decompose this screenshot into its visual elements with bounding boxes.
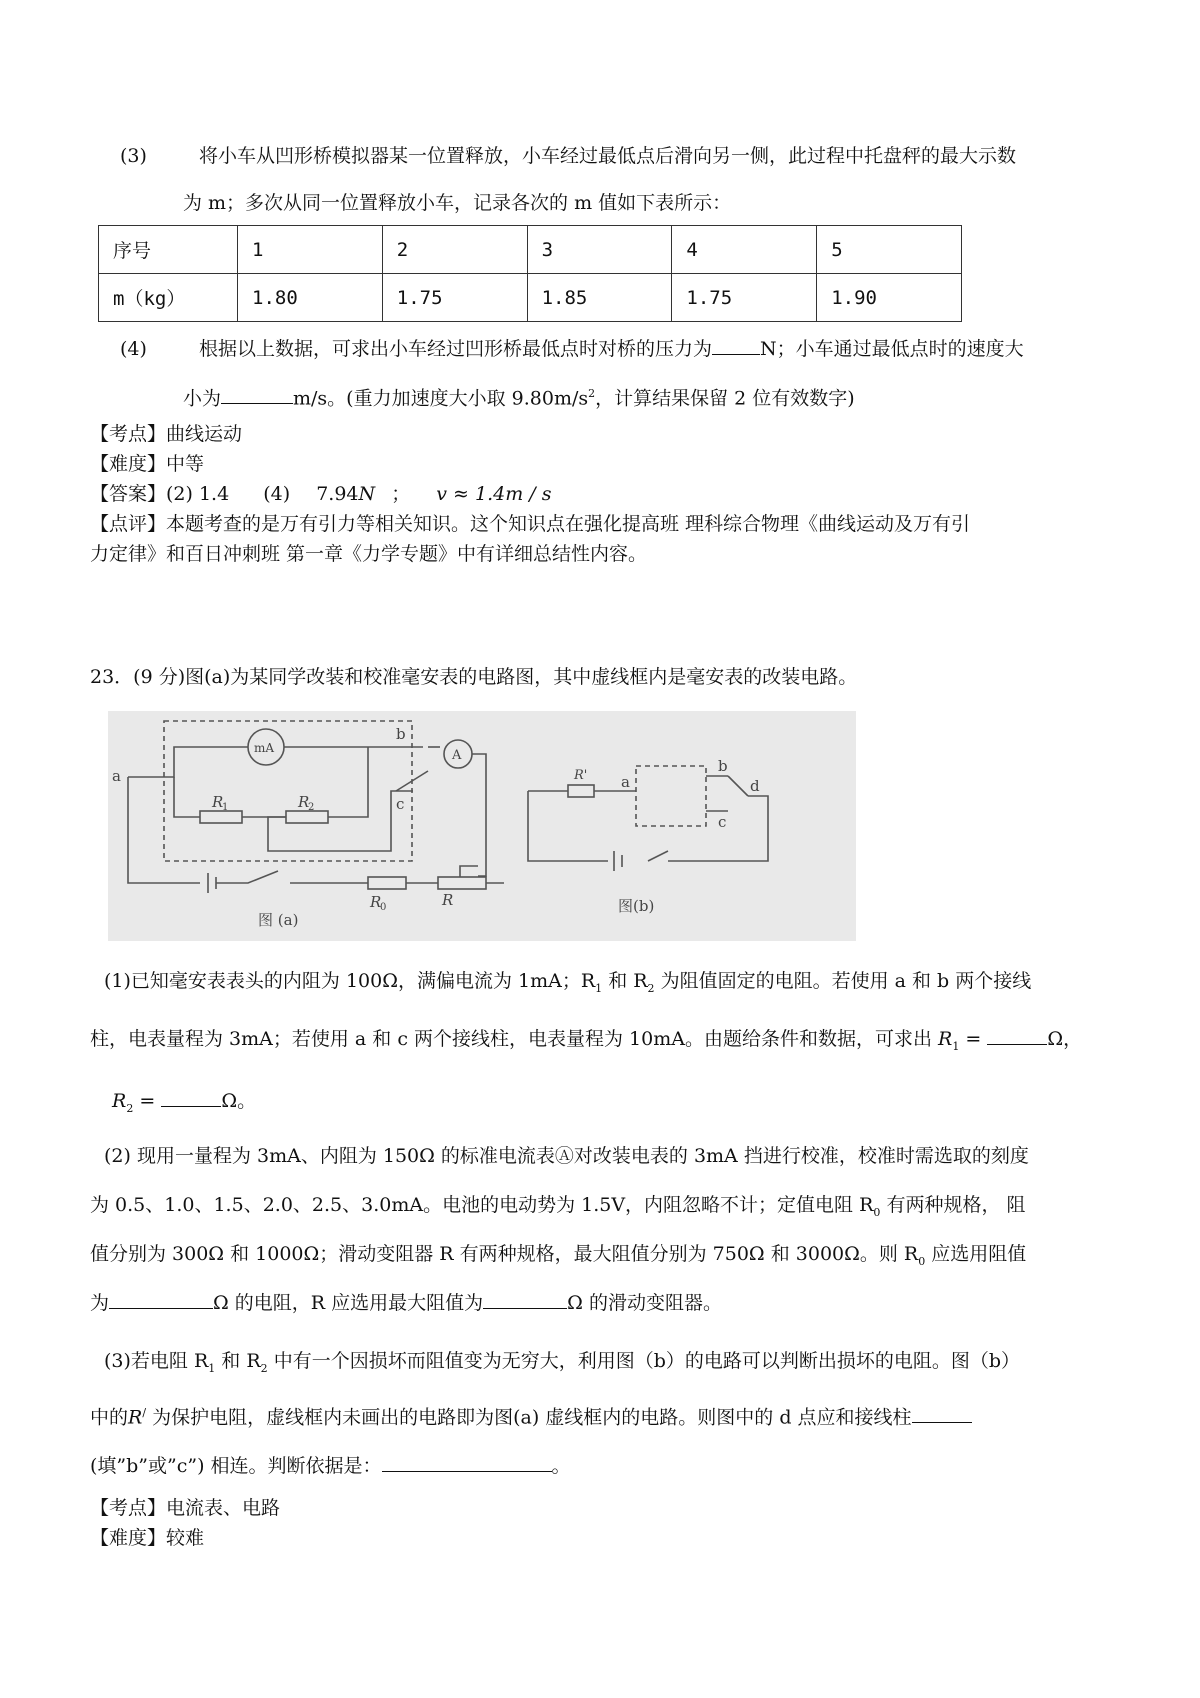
q23-p3-line1 <box>104 1348 1020 1382</box>
q23-p3-line3 <box>90 1453 571 1479</box>
text: (1)已知毫安表表头的内阻为 100Ω，满偏电流为 1mA；R <box>104 970 596 992</box>
answer-part-2: (2) 1.4 <box>166 483 230 505</box>
separator: ； <box>391 483 411 505</box>
caption-b: 图(b) <box>618 897 655 915</box>
answer-blank[interactable] <box>712 336 760 355</box>
answer-blank-r[interactable] <box>483 1290 567 1309</box>
r2-sub: 2 <box>308 802 315 813</box>
answer-blank[interactable] <box>221 385 293 404</box>
table-cell: 1.75 <box>672 274 817 322</box>
q23-p1-line3 <box>112 1088 256 1122</box>
sub: 2 <box>260 1361 268 1375</box>
q4-line1 <box>120 336 1024 362</box>
table-row <box>99 274 962 322</box>
rheostat-label: R <box>442 891 454 909</box>
sup: / <box>142 1406 147 1419</box>
unit-n: N <box>358 483 376 505</box>
r1-symbol: R <box>938 1028 953 1050</box>
sub: 1 <box>595 981 603 995</box>
q23-p2-line3 <box>90 1241 1026 1275</box>
answer-speed: v ≈ 1.4 <box>436 483 506 505</box>
nandu-line-2 <box>90 1525 204 1551</box>
text: 中的 <box>90 1406 129 1429</box>
q23-p1-line2 <box>90 1026 1082 1060</box>
text: Ω 的电阻，R 应选用最大阻值为 <box>213 1292 484 1314</box>
answer-blank-r0[interactable] <box>109 1290 213 1309</box>
text: 柱，电表量程为 3mA；若使用 a 和 c 两个接线柱，电表量程为 10mA。由题给条件和数据，可求出 <box>90 1028 932 1050</box>
answer-blank-r2[interactable] <box>161 1088 221 1107</box>
r2-symbol: R <box>112 1090 127 1112</box>
kaodian-value: 电流表、电路 <box>166 1497 281 1519</box>
tag-dianping: 【点评】 <box>90 513 167 535</box>
terminal-c-label: c <box>396 795 405 813</box>
table-cell: 1.90 <box>817 274 962 322</box>
text: (填”b”或”c”) 相连。判断依据是： <box>90 1455 382 1477</box>
kaodian-line-1 <box>90 421 242 447</box>
table-cell: 5 <box>817 226 962 274</box>
nandu-value: 较难 <box>166 1527 205 1549</box>
tag-kaodian: 【考点】 <box>90 423 167 445</box>
terminal-b-label: b <box>396 725 406 743</box>
answer-force: 7.94 <box>316 483 359 505</box>
table-cell: 1.80 <box>238 274 383 322</box>
table-cell: 1.75 <box>382 274 527 322</box>
answer-blank-d[interactable] <box>912 1404 972 1423</box>
text: 应选用阻值 <box>925 1243 1027 1265</box>
fig-b-terminal-b: b <box>718 757 728 775</box>
sub: 2 <box>126 1101 134 1115</box>
sub: 2 <box>647 981 655 995</box>
table-cell: 2 <box>382 226 527 274</box>
unit: Ω。 <box>221 1090 257 1112</box>
comment-text-1: 本题考查的是万有引力等相关知识。这个知识点在强化提高班 理科综合物理《曲线运动及万有引 <box>166 513 971 535</box>
text: 和 R <box>215 1350 261 1372</box>
sub: 0 <box>918 1254 926 1268</box>
table-cell: 1 <box>238 226 383 274</box>
q4-text-1b: N；小车通过最低点时的速度大 <box>760 338 1024 360</box>
text: 为保护电阻，虚线框内未画出的电路即为图(a) 虚线框内的电路。则图中的 d 点应和接线柱 <box>146 1406 912 1429</box>
circuit-diagram <box>108 711 856 941</box>
measurement-table <box>98 225 962 322</box>
nandu-value: 中等 <box>166 453 205 475</box>
table-cell: 3 <box>527 226 672 274</box>
table-cell: 4 <box>672 226 817 274</box>
fig-b-terminal-a: a <box>621 773 630 791</box>
text: Ω 的滑动变阻器。 <box>567 1292 722 1314</box>
answer-blank-reason[interactable] <box>382 1453 552 1472</box>
q3-line1 <box>120 143 1016 169</box>
tag-nandu: 【难度】 <box>90 1527 167 1549</box>
text: (3)若电阻 R <box>104 1350 209 1372</box>
kaodian-line-2 <box>90 1495 280 1521</box>
tag-daan: 【答案】 <box>90 483 167 505</box>
table-cell: 1.85 <box>527 274 672 322</box>
table-cell: m（kg） <box>99 274 238 322</box>
fig-b-terminal-d: d <box>750 777 760 795</box>
q3-text-1: 将小车从凹形桥模拟器某一位置释放，小车经过最低点后滑向另一侧，此过程中托盘秤的最大示数 <box>199 145 1017 167</box>
text: 为 0.5、1.0、1.5、2.0、2.5、3.0mA。电池的电动势为 1.5V，内阻忽略不计；定值电阻 R <box>90 1194 874 1216</box>
answer-blank-r1[interactable] <box>987 1026 1047 1045</box>
superscript: 2 <box>588 387 596 400</box>
text: 为 <box>90 1292 110 1314</box>
comment-line-1 <box>90 511 970 537</box>
equals: = <box>133 1090 162 1112</box>
q4-text-1a: 根据以上数据，可求出小车经过凹形桥最低点时对桥的压力为 <box>199 338 713 360</box>
q4-text-2c: ，计算结果保留 2 位有效数字) <box>595 387 855 410</box>
text: 。 <box>551 1455 571 1477</box>
text: 和 R <box>602 970 648 992</box>
terminal-a-label: a <box>112 767 121 785</box>
milliammeter-label: mA <box>254 741 275 755</box>
q23-p1-line1 <box>104 968 1031 1002</box>
q23-p2-line1: (2) 现用一量程为 3mA、内阻为 150Ω 的标准电流表Ⓐ对改装电表的 3mA 挡进行校准，校准时需选取的刻度 <box>104 1145 1029 1167</box>
q4-line2 <box>183 381 855 411</box>
table-cell: 序号 <box>99 226 238 274</box>
ammeter-label: A <box>452 748 462 763</box>
unit: Ω， <box>1047 1028 1083 1050</box>
q3-line2: 为 m；多次从同一位置释放小车，记录各次的 m 值如下表所示： <box>183 192 732 214</box>
equals: = <box>959 1028 988 1050</box>
tag-kaodian: 【考点】 <box>90 1497 167 1519</box>
sub: 1 <box>208 1361 216 1375</box>
q4-text-2b: m/s。(重力加速度大小取 9.80m/s <box>293 387 589 410</box>
circuit-figure <box>108 711 856 941</box>
q4-number: (4) <box>120 338 147 360</box>
q4-text-2a: 小为 <box>183 387 222 410</box>
kaodian-value: 曲线运动 <box>166 423 243 445</box>
fig-b-terminal-c: c <box>718 813 727 831</box>
r0-label: R <box>370 893 382 911</box>
sub: 0 <box>873 1205 881 1219</box>
text: 值分别为 300Ω 和 1000Ω；滑动变阻器 R 有两种规格，最大阻值分别为 750Ω 和 3000Ω。则 R <box>90 1243 919 1265</box>
comment-line-2: 力定律》和百日冲刺班 第一章《力学专题》中有详细总结性内容。 <box>90 543 648 565</box>
r0-sub: 0 <box>380 902 387 913</box>
text: 有两种规格， 阻 <box>880 1194 1026 1216</box>
tag-nandu: 【难度】 <box>90 453 167 475</box>
caption-a: 图 (a) <box>258 911 299 929</box>
r1-sub: 1 <box>222 802 229 813</box>
r1-label: R <box>212 793 224 811</box>
sub: 1 <box>952 1039 960 1053</box>
answer-line-1 <box>90 481 551 507</box>
rprime-label: R' <box>574 768 588 783</box>
rprime-symbol: R <box>128 1406 143 1429</box>
q23-p2-line4 <box>90 1290 722 1316</box>
unit-ms: m / s <box>505 483 552 505</box>
table-row <box>99 226 962 274</box>
q23-title: 23．(9 分)图(a)为某同学改装和校准毫安表的电路图，其中虚线框内是毫安表的改装电路。 <box>90 666 858 688</box>
nandu-line-1 <box>90 451 204 477</box>
q23-p2-line2 <box>90 1192 1026 1226</box>
q3-number: (3) <box>120 145 147 167</box>
answer-part-4: (4) <box>263 483 291 505</box>
text: 为阻值固定的电阻。若使用 a 和 b 两个接线 <box>654 970 1032 992</box>
r2-label: R <box>298 793 310 811</box>
q23-p3-line2 <box>90 1400 972 1430</box>
text: 中有一个因损坏而阻值变为无穷大，利用图（b）的电路可以判断出损坏的电阻。图（b） <box>267 1350 1021 1372</box>
